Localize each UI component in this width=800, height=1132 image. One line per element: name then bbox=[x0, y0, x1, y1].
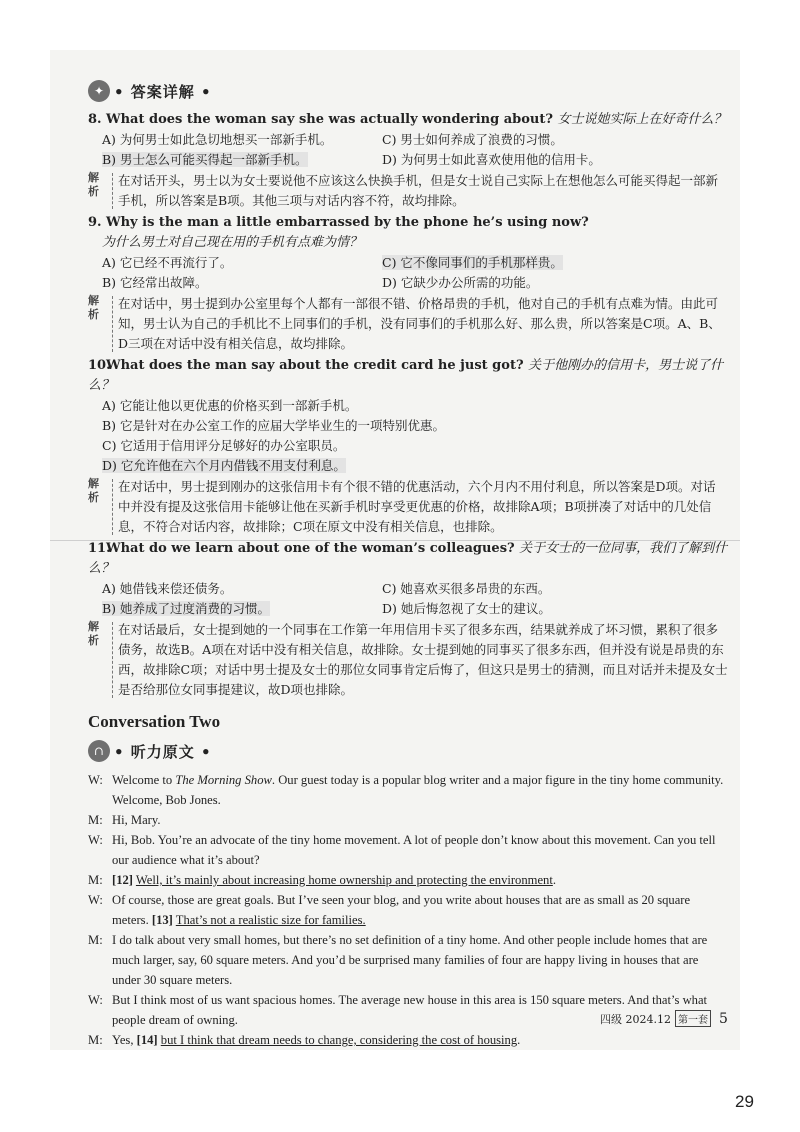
explanation-tag: 解析 bbox=[88, 171, 99, 198]
option: B) 它经常出故障。 bbox=[102, 275, 208, 290]
lightbulb-icon: ✦ bbox=[88, 80, 110, 102]
speaker: W: bbox=[88, 993, 103, 1007]
dialog-turn: M: [12] Well, it’s mainly about increasing home ownership and protecting the environment. bbox=[88, 870, 728, 890]
option-correct: B) 男士怎么可能买得起一部新手机。 bbox=[102, 152, 308, 167]
option: A) 它能让他以更优惠的价格买到一部新手机。 bbox=[102, 398, 358, 413]
question-8 bbox=[88, 110, 728, 211]
dialog-turn: W: Welcome to The Morning Show. Our guest today is a popular blog writer and a major figure in the tiny home community. Welcome, Bob Jones. bbox=[88, 770, 728, 810]
explanation-text: 在对话最后，女士提到她的一个同事在工作第一年用信用卡买了很多东西，结果就养成了坏习惯，累积了很多债务，故选B。A项在对话中没有相关信息，故排除。女士提到她的同事买了很多东西，但并没有说是昂贵的东西，故排除C项；对话中男士提及女士的那位女同事肯定后悔了，但这只是男士的猜测，而且对话并未提及女士是否给那位女同事提建议，故D项也排除。 bbox=[118, 622, 728, 697]
answer-explanation-header bbox=[88, 76, 728, 106]
show-name: The Morning Show bbox=[175, 773, 272, 787]
question-11 bbox=[88, 539, 728, 700]
speaker: W: bbox=[88, 773, 103, 787]
option-correct: C) 它不像同事们的手机那样贵。 bbox=[382, 255, 563, 270]
explanation-text: 在对话中，男士提到刚办的这张信用卡有个很不错的优惠活动，六个月内不用付利息，所以答案是D项。对话中并没有提及这张信用卡能够让他在买新手机时享受更优惠的价格，故排除A项；B项拼凑了对话中的几处信息，不符合对话内容，故排除；C项在原文中没有相关信息，也排除。 bbox=[118, 479, 716, 534]
transcript bbox=[88, 770, 728, 1050]
question-tag: [13] bbox=[151, 913, 173, 927]
explanation-tag: 解析 bbox=[88, 294, 99, 321]
option: B) 它是针对在办公室工作的应届大学毕业生的一项特别优惠。 bbox=[102, 418, 446, 433]
question-number: 10. bbox=[88, 358, 111, 373]
speaker: M: bbox=[88, 933, 103, 947]
explanation-tag: 解析 bbox=[88, 620, 99, 647]
explanation bbox=[88, 171, 728, 211]
option: C) 她喜欢买很多昂贵的东西。 bbox=[382, 581, 551, 596]
question-en: What does the man say about the credit card he just got? bbox=[106, 358, 524, 373]
explanation bbox=[88, 294, 728, 354]
dialog-turn: W: But I think most of us want spacious homes. The average new house in this area is 150 square meters. And that’s what people dream of owning. bbox=[88, 990, 728, 1030]
dialog-turn: M: I do talk about very small homes, but there’s no set definition of a tiny home. And other people include homes that are much larger, say, 60 square meters. And you’d be surprised many families of four are happy living in houses that are under 30 square meters. bbox=[88, 930, 728, 990]
question-cn: 女士说她实际上在好奇什么？ bbox=[557, 112, 727, 127]
option-correct: B) 她养成了过度消费的习惯。 bbox=[102, 601, 271, 616]
explanation bbox=[88, 477, 728, 537]
question-en: Why is the man a little embarrassed by the phone he’s using now? bbox=[106, 215, 589, 230]
option: A) 她借钱来偿还债务。 bbox=[102, 581, 233, 596]
option: D) 它缺少办公所需的功能。 bbox=[382, 275, 539, 290]
explanation bbox=[88, 620, 728, 700]
key-sentence: That’s not a realistic size for families. bbox=[175, 913, 366, 927]
speaker: W: bbox=[88, 833, 103, 847]
dialog-turn: M: Yes, [14] but I think that dream needs to change, considering the cost of housing. bbox=[88, 1030, 728, 1050]
section-title: • 答案详解 • bbox=[114, 82, 212, 101]
option: C) 它适用于信用评分足够好的办公室职员。 bbox=[102, 438, 346, 453]
set-label: 第一套 bbox=[675, 1010, 711, 1027]
question-tag: [12] bbox=[112, 873, 133, 887]
conversation-title: Conversation Two bbox=[88, 712, 221, 731]
option: D) 为何男士如此喜欢使用他的信用卡。 bbox=[382, 152, 601, 167]
explanation-text: 在对话中，男士提到办公室里每个人都有一部很不错、价格昂贵的手机，他对自己的手机有点难为情。由此可知，男士认为自己的手机比不上同事们的手机，没有同事们的手机那么好、那么贵，所以答案是C项。A、B、D三项在对话中没有相关信息，故均排除。 bbox=[118, 296, 721, 351]
speaker: M: bbox=[88, 1033, 103, 1047]
dialog-turn: M: Hi, Mary. bbox=[88, 810, 728, 830]
question-cn: 关于女士的一位同事，我们了解到什么？ bbox=[88, 541, 728, 576]
options bbox=[88, 130, 728, 170]
speaker: M: bbox=[88, 813, 103, 827]
exam-label: 四级 2024.12 bbox=[600, 1012, 671, 1026]
explanation-text: 在对话开头，男士以为女士要说他不应该这么快换手机，但是女士说自己实际上在想他怎么可能买得起一部新手机，所以答案是B项。其他三项与对话内容不符，故均排除。 bbox=[118, 173, 719, 208]
question-en: What does the woman say she was actually wondering about? bbox=[106, 112, 553, 127]
page-number: 29 bbox=[735, 1092, 754, 1111]
option: C) 男士如何养成了浪费的习惯。 bbox=[382, 132, 563, 147]
question-tag: [14] bbox=[136, 1033, 158, 1047]
options bbox=[88, 253, 728, 293]
question-en: What do we learn about one of the woman’s colleagues? bbox=[106, 541, 515, 556]
option: D) 她后悔忽视了女士的建议。 bbox=[382, 601, 551, 616]
headphones-icon: ∩ bbox=[88, 740, 110, 762]
speaker: W: bbox=[88, 893, 103, 907]
option: A) 它已经不再流行了。 bbox=[102, 255, 233, 270]
speaker: M: bbox=[88, 873, 103, 887]
question-number: 9. bbox=[88, 215, 102, 230]
option-correct: D) 它允许他在六个月内借钱不用支付利息。 bbox=[102, 458, 346, 473]
question-10 bbox=[88, 356, 728, 537]
question-cn: 为什么男士对自己现在用的手机有点难为情？ bbox=[102, 235, 363, 250]
question-9 bbox=[88, 213, 728, 354]
footer-page: 5 bbox=[718, 1010, 728, 1027]
question-number: 11. bbox=[88, 541, 111, 556]
key-sentence: but I think that dream needs to change, considering the cost of housing bbox=[160, 1033, 518, 1047]
page-content bbox=[88, 76, 728, 1050]
page-footer bbox=[600, 1010, 728, 1027]
dialog-turn: W: Hi, Bob. You’re an advocate of the tiny home movement. A lot of people don’t know about this movement. Can you tell our audience what it’s about? bbox=[88, 830, 728, 870]
explanation-tag: 解析 bbox=[88, 477, 99, 504]
question-number: 8. bbox=[88, 112, 102, 127]
options bbox=[88, 579, 728, 619]
question-cn: 关于他刚办的信用卡，男士说了什么？ bbox=[88, 358, 724, 393]
transcript-title: • 听力原文 • bbox=[114, 742, 212, 761]
dialog-turn: W: Of course, those are great goals. But I’ve seen your blog, and you write about houses that are as small as 20 square meters. [13] That’s not a realistic size for families. bbox=[88, 890, 728, 930]
transcript-header bbox=[88, 736, 728, 766]
option: A) 为何男士如此急切地想买一部新手机。 bbox=[102, 132, 333, 147]
key-sentence: Well, it’s mainly about increasing home ownership and protecting the environment bbox=[135, 873, 553, 887]
